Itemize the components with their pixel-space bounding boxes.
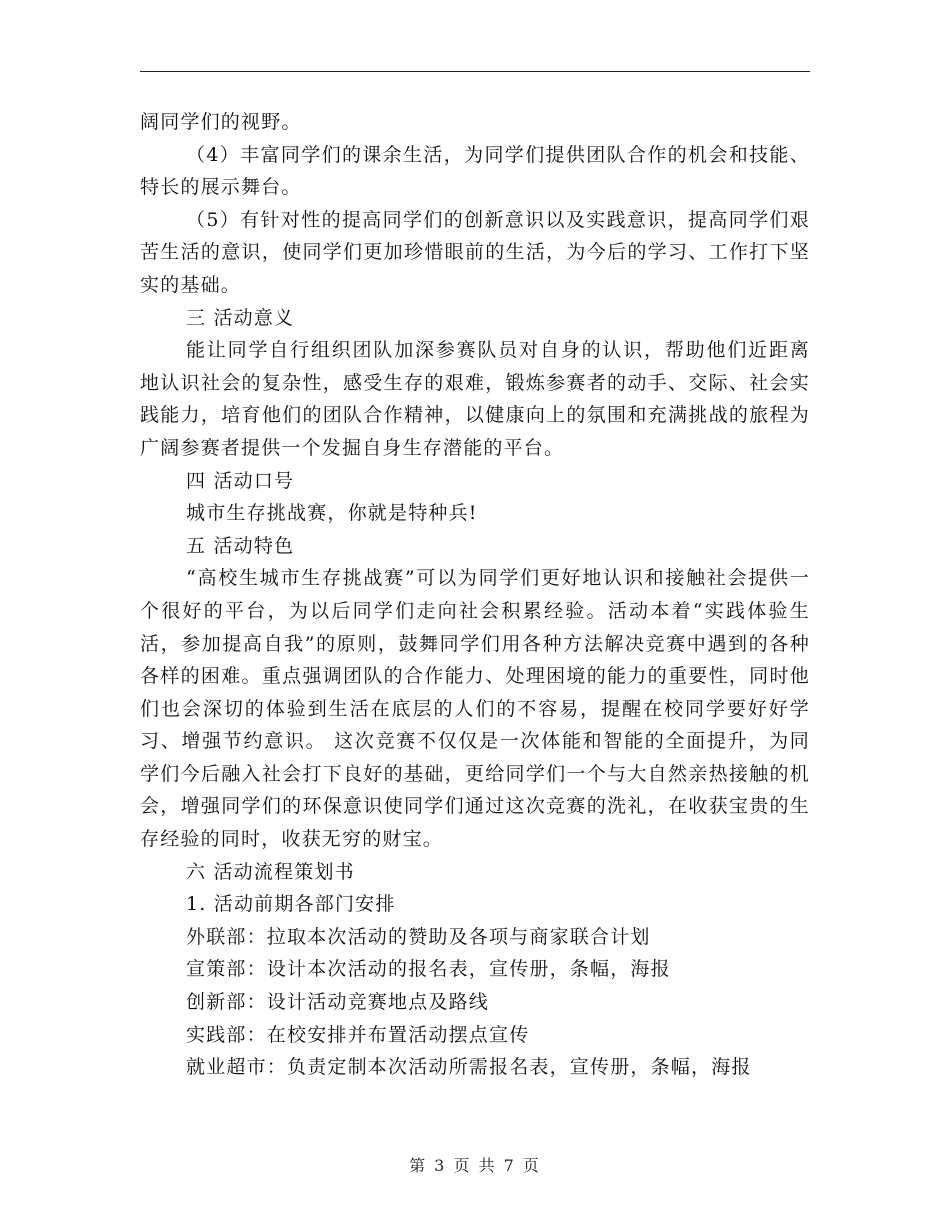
paragraph: （4）丰富同学们的课余生活，为同学们提供团队合作的机会和技能、特长的展示舞台。 [140,143,810,199]
header-rule [140,71,810,72]
paragraph: “高校生城市生存挑战赛”可以为同学们更好地认识和接触社会提供一个很好的平台，为以后同学们走向社会积累经验。活动本着“实践体验生活，参加提高自我”的原则，鼓舞同学们用各种方法解决竞赛中遇到的各种各样的困难。重点强调团队的合作能力、处理困境的能力的重要性，同时他们也会深切的体验到生活在底层的人们的不容易，提醒在校同学要好好学习、增强节约意识。 这次竞赛不仅仅是一次体能和智能的全面提升，为同学们今后融入社会打下良好的基础，更给同学们一个与大自然亲热接触的机会，增强同学们的环保意识使同学们通过这次竞赛的洗礼，在收获宝贵的生存经验的同时，收获无穷的财宝。 [140,567,810,851]
paragraph: （5）有针对性的提高同学们的创新意识以及实践意识，提高同学们艰苦生活的意识，使同学们更加珍惜眼前的生活，为今后的学习、工作打下坚实的基础。 [140,208,810,296]
list-item: 实践部：在校安排并布置活动摆点宣传 [186,1023,530,1046]
list-item: 就业超市：负责定制本次活动所需报名表，宣传册，条幅，海报 [186,1056,752,1079]
subsection-heading: 1. 活动前期各部门安排 [186,893,396,916]
paragraph: 阔同学们的视野。 [140,111,302,133]
department-list [140,921,810,1084]
page-footer: 第 3 页 共 7 页 [409,1156,541,1175]
paragraph: 城市生存挑战赛，你就是特种兵! [186,502,478,525]
paragraph: 能让同学自行组织团队加深参赛队员对自身的认识，帮助他们近距离地认识社会的复杂性，感受生存的艰难，锻炼参赛者的动手、交际、社会实践能力，培育他们的团队合作精神，以健康向上的氛围和充满挑战的旅程为广阔参赛者提供一个发掘自身生存潜能的平台。 [140,339,810,459]
section-heading: 五 活动特色 [186,534,295,557]
section-heading: 六 活动流程策划书 [186,860,355,883]
list-item: 创新部：设计活动竞赛地点及路线 [186,991,490,1014]
list-item: 宣策部：设计本次活动的报名表，宣传册，条幅，海报 [186,958,671,981]
section-heading: 四 活动口号 [186,469,295,492]
section-heading: 三 活动意义 [186,306,295,329]
list-item: 外联部：拉取本次活动的赞助及各项与商家联合计划 [186,925,651,948]
document-body [140,106,810,1084]
